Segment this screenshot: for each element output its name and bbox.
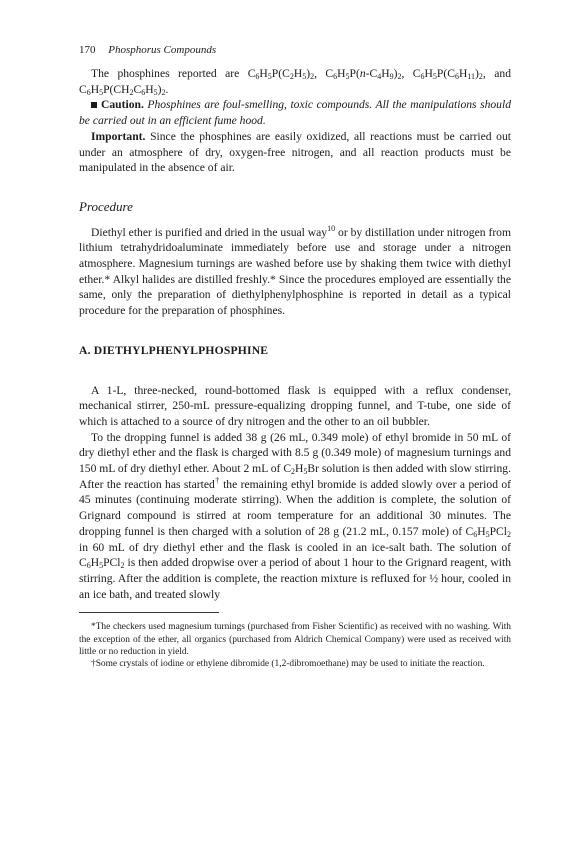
procedure-text-1: Diethyl ether is purified and dried in the usual way [91,225,328,239]
caution-paragraph [79,97,511,128]
footnote-star: *The checkers used magnesium turnings (purchased from Fisher Scientific) as received with no washing. With the exception of the ether, all organics (purchased from Aldrich Chemical Company) were used as received with little or no reduction in yield. [79,622,511,657]
intro-text: The phosphines reported are [91,67,248,80]
footnote-dagger: †Some crystals of iodine or ethylene dibromide (1,2-dibromoethane) may be used to initiate the reaction. [91,659,485,670]
page-body [79,66,511,671]
dagger-superscript: † [214,475,220,485]
important-text: Since the phosphines are easily oxidized, all reactions must be carried out under an atmosphere of dry, oxygen-free nitrogen, and all reaction products must be manipulated in the absence of air. [79,129,511,175]
caution-label: Caution. [101,98,144,112]
footnote-divider [79,612,219,613]
para2-text-a: To the dropping funnel is added 38 g (26 mL, 0.349 mole) of ethyl bromide in 50 mL of dry diethyl ether and the flask is charged with 8.5 g (0.349 mole) of magnesium turnings and 150 mL of dry diethyl ether. About 2 mL of [79,430,511,476]
intro-and: and [494,67,511,80]
square-bullet-icon [91,102,97,108]
section-a-paragraph-1: A 1-L, three-necked, round-bottomed flask is equipped with a reflux condenser, mechanical stirrer, 250-mL pressure-equalizing dropping funnel, and T-tube, one side of which is attached to a source of dry nitrogen and the other to an oil bubbler. [79,383,511,428]
important-label: Important. [91,129,146,143]
page-number: 170 [79,44,96,56]
para2-text-b: solution is then added with slow stirring. After the reaction has started [79,462,511,491]
section-a-paragraph-2: To the dropping funnel is added 38 g (26 mL, 0.349 mole) of ethyl bromide in 50 mL of dry diethyl ether and the flask is charged with 8.5 g (0.349 mole) of magnesium turnings and 150 mL of dry diethyl ether. About 2 mL of $C_2H_5Br$ solution is then added with slow stirring. After the reaction has started† the remaining ethyl bromide is added slowly over a period of 45 minutes (continuing moderate stirring). When the addition is complete, the solution of Grignard compound is stirred at room temperature for an additional 30 minutes. The dropping funnel is then charged with a solution of 28 g (21.2 mL, 0.157 mole) of $C_6H_5PCl_2$ in 60 mL of dry diethyl ether and the flask is cooled in an ice-salt bath. The solution of $C_6H_5PCl_2$ is then added dropwise over a period of about 1 hour to the Grignard reagent, with stirring. After the addition is complete, the reaction mixture is refluxed for ½ hour, cooled in an ice bath, and treated slowly [79,430,512,601]
intro-period: . [165,82,169,96]
para2-text-d: in 60 mL of dry diethyl ether and the flask is cooled in an ice-salt bath. The solution of [79,540,511,554]
procedure-heading: Procedure [79,198,133,214]
important-paragraph [79,129,511,176]
procedure-text-2: or by distillation under nitrogen from lithium tetrahydridoaluminate immediately before use and storage under a nitrogen atmosphere. Magnesium turnings are washed before use by shaking them twice with diethyl ether.* Alkyl halides are distilled freshly.* Since the procedures employed are essentially the same, only the preparation of diethylphenylphosphine is reported in detail as a typical procedure for the preparation of phosphines. [79,225,511,318]
procedure-paragraph [79,225,511,319]
reference-superscript: 10 [327,223,336,233]
running-title: Phosphorus Compounds [108,44,217,56]
running-header [79,44,216,56]
intro-paragraph: The phosphines reported are $C_6H_5P(C_2H_5)_2$, $C_6H_5P(n-C_4H_9)_2$, $C_6H_5P(C_6H_{11})_2$, and $C_6H_5P(CH_2C_6H_5)_2$. [79,67,511,97]
para2-text-c: the remaining ethyl bromide is added slowly over a period of 45 minutes (continuing moderate stirring). When the addition is complete, the solution of Grignard compound is stirred at room temperature for an additional 30 minutes. The dropping funnel is then charged with a solution of 28 g (21.2 mL, 0.157 mole) of [79,477,512,538]
section-a-heading: A. DIETHYLPHENYLPHOSPHINE [79,343,269,357]
para2-text-e: is then added dropwise over a period of about 1 hour to the Grignard reagent, with stirring. After the addition is complete, the reaction mixture is refluxed for ½ hour, cooled in an ice bath, and treated slowly [79,556,511,601]
caution-text: Phosphines are foul-smelling, toxic compounds. All the manipulations should be carried out in an efficient fume hood. [79,98,511,128]
